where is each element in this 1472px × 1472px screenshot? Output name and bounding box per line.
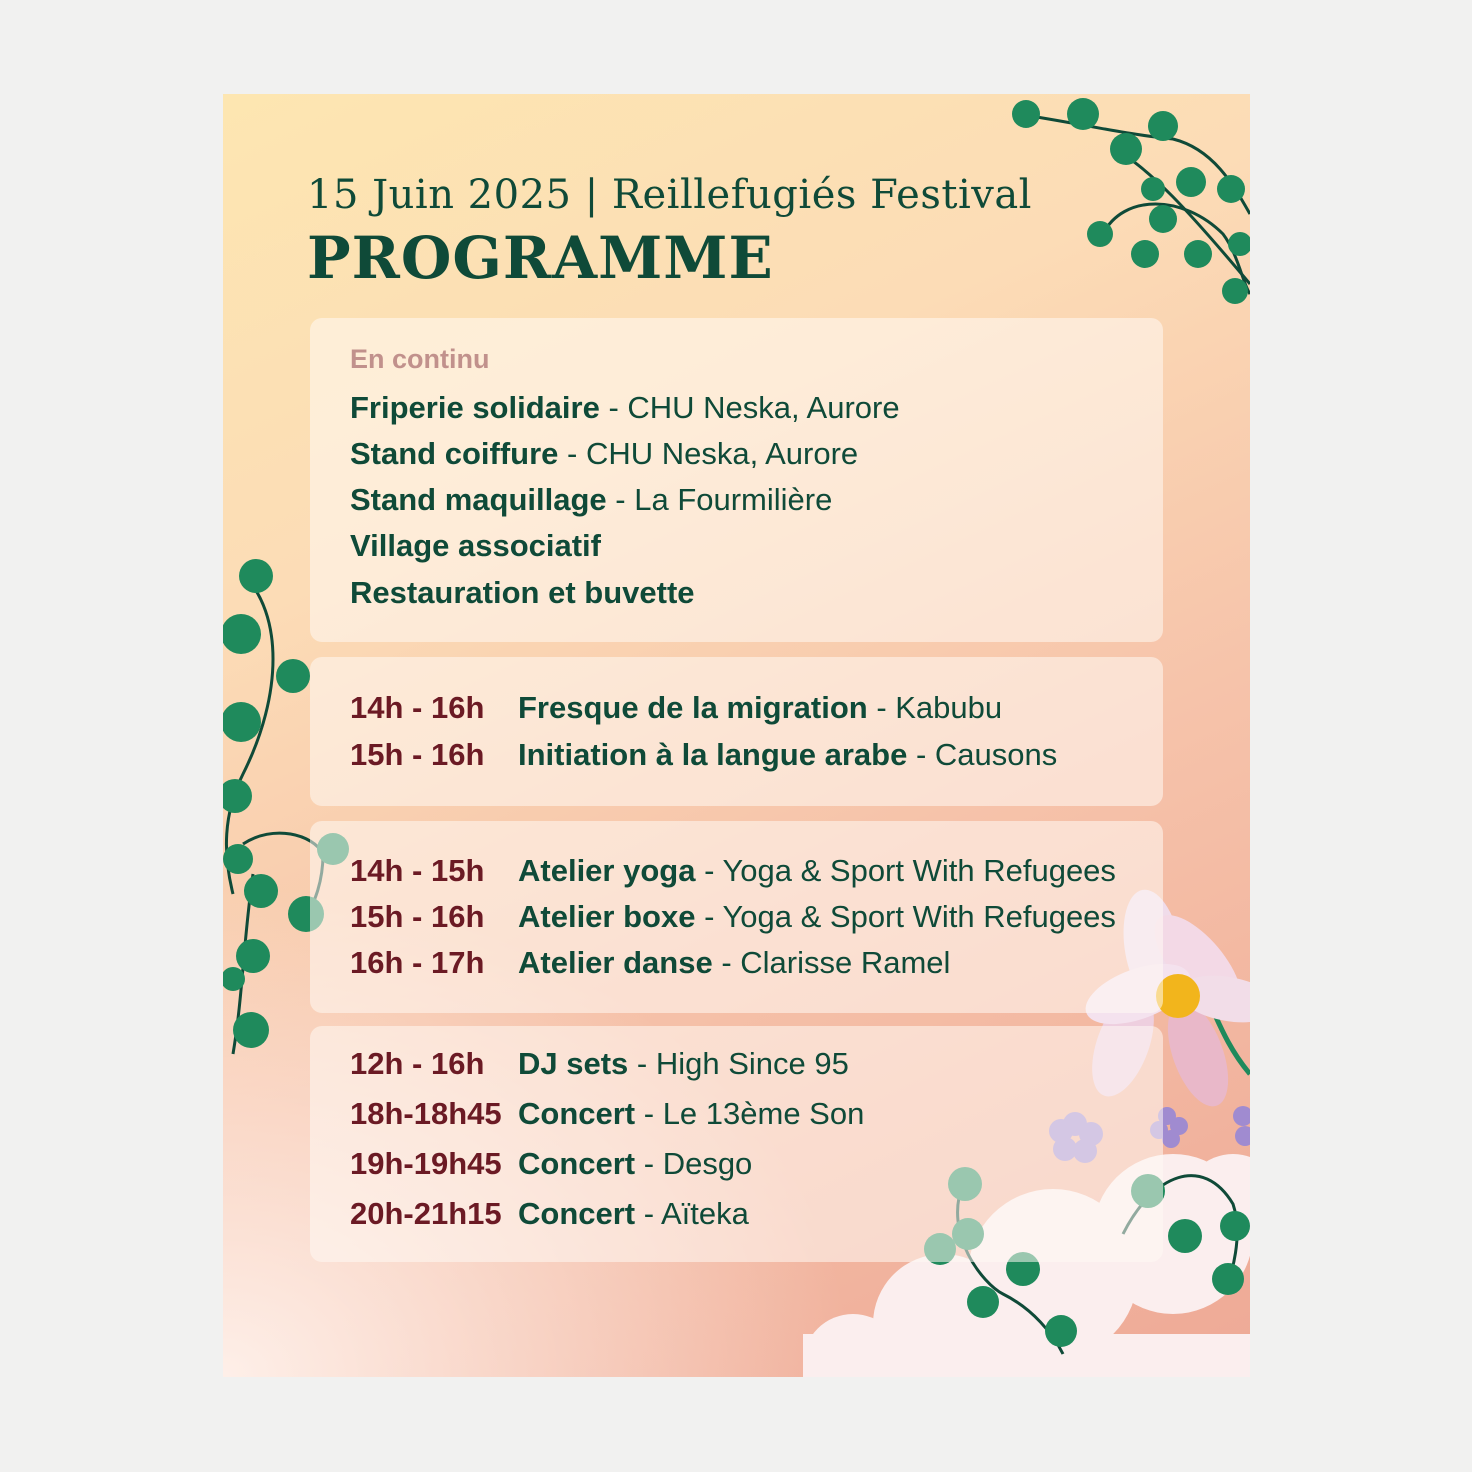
continuous-card [310,318,1163,642]
sports-card [310,821,1163,1013]
list-item: Village associatif [350,528,601,563]
activity: DJ sets - High Since 95 [518,1046,849,1081]
section-label: En continu [350,344,490,374]
time-slot: 14h - 15h [350,853,485,888]
activity: Atelier danse - Clarisse Ramel [518,945,951,980]
activity: Initiation à la langue arabe - Causons [518,737,1058,772]
workshops-card [310,657,1163,806]
music-card [310,1026,1163,1262]
activity: Atelier boxe - Yoga & Sport With Refugees [518,899,1116,934]
list-item: Stand coiffure - CHU Neska, Aurore [350,436,859,471]
list-item: Friperie solidaire - CHU Neska, Aurore [350,390,900,425]
list-item: Stand maquillage - La Fourmilière [350,482,833,517]
festival-poster [223,94,1250,1377]
activity: Concert - Desgo [518,1146,753,1181]
activity: Concert - Aïteka [518,1196,749,1231]
activity: Fresque de la migration - Kabubu [518,690,1003,725]
activity: Atelier yoga - Yoga & Sport With Refugees [518,853,1116,888]
time-slot: 14h - 16h [350,690,485,725]
time-slot: 15h - 16h [350,899,485,934]
page-title: PROGRAMME [307,224,774,292]
vine-top-right-icon [1012,98,1250,304]
time-slot: 12h - 16h [350,1046,485,1081]
time-slot: 16h - 17h [350,945,485,980]
list-item: Restauration et buvette [350,575,695,610]
time-slot: 18h-18h45 [350,1096,502,1131]
time-slot: 19h-19h45 [350,1146,502,1181]
time-slot: 20h-21h15 [350,1196,502,1231]
activity: Concert - Le 13ème Son [518,1096,865,1131]
event-date-title: 15 Juin 2025 | Reillefugiés Festival [307,172,1032,218]
poster-header [307,172,1032,292]
time-slot: 15h - 16h [350,737,485,772]
